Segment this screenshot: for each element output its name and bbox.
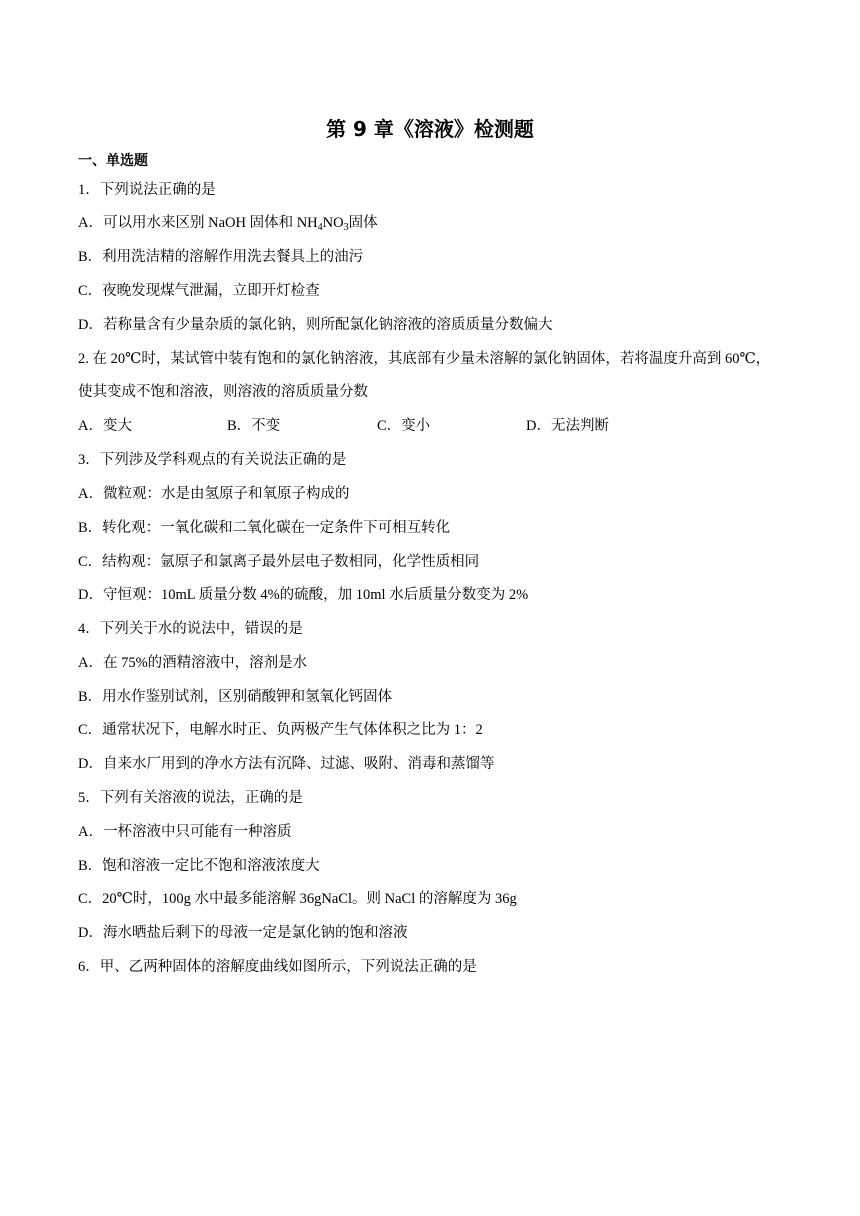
q6-stem: 6．甲、乙两种固体的溶解度曲线如图所示，下列说法正确的是 <box>78 959 477 975</box>
q4-option-c: C．通常状况下，电解水时正、负两极产生气体体积之比为 1：2 <box>78 722 483 738</box>
q5-option-b: B．饱和溶液一定比不饱和溶液浓度大 <box>78 858 320 874</box>
q3-stem: 3．下列涉及学科观点的有关说法正确的是 <box>78 452 347 468</box>
q2-option-a: A．变大 <box>78 418 132 434</box>
q1-option-d: D．若称量含有少量杂质的氯化钠，则所配氯化钠溶液的溶质质量分数偏大 <box>78 317 553 333</box>
section-heading: 一、单选题 <box>78 153 148 169</box>
q3-option-d: D．守恒观：10mL 质量分数 4%的硫酸，加 10ml 水后质量分数变为 2% <box>78 587 529 603</box>
q1-option-a-sub2: 3 <box>343 222 349 233</box>
q1-option-c: C．夜晚发现煤气泄漏，立即开灯检查 <box>78 283 320 299</box>
q1-option-a-post: 固体 <box>348 215 378 231</box>
q1-option-a-sub1: 4 <box>317 222 323 233</box>
q3-option-c: C．结构观：氩原子和氯离子最外层电子数相同，化学性质相同 <box>78 554 480 570</box>
q5-option-c: C．20℃时，100g 水中最多能溶解 36gNaCl。则 NaCl 的溶解度为 36g <box>78 891 517 907</box>
q4-option-a: A．在 75%的酒精溶液中，溶剂是水 <box>78 655 308 671</box>
q5-option-a: A．一杯溶液中只可能有一种溶质 <box>78 824 292 840</box>
q2-option-d: D．无法判断 <box>526 418 609 434</box>
q4-option-b: B．用水作鉴别试剂，区别硝酸钾和氢氧化钙固体 <box>78 689 393 705</box>
q2-stem-line2: 使其变成不饱和溶液，则溶液的溶质质量分数 <box>78 384 368 400</box>
q5-option-d: D．海水晒盐后剩下的母液一定是氯化钠的饱和溶液 <box>78 925 408 941</box>
q1-option-a-mid: NO <box>322 215 344 231</box>
q1-option-a-text: A．可以用水来区别 NaOH 固体和 NH <box>78 215 318 231</box>
page-title: 第 9 章《溶液》检测题 <box>326 117 534 141</box>
q3-option-b: B．转化观：一氧化碳和二氧化碳在一定条件下可相互转化 <box>78 520 451 536</box>
q1-option-a <box>78 213 378 235</box>
q1-option-b: B．利用洗洁精的溶解作用洗去餐具上的油污 <box>78 249 364 265</box>
q5-stem: 5．下列有关溶液的说法，正确的是 <box>78 790 303 806</box>
q2-option-c: C．变小 <box>377 418 431 434</box>
q2-stem-line1: 2. 在 20℃时，某试管中装有饱和的氯化钠溶液，其底部有少量未溶解的氯化钠固体，若将温度升高到 60℃， <box>78 351 771 367</box>
q3-option-a: A．微粒观：水是由氢原子和氧原子构成的 <box>78 486 350 502</box>
q1-stem: 1．下列说法正确的是 <box>78 182 216 198</box>
q4-option-d: D．自来水厂用到的净水方法有沉降、过滤、吸附、消毒和蒸馏等 <box>78 756 495 772</box>
q2-option-b: B．不变 <box>227 418 281 434</box>
q4-stem: 4．下列关于水的说法中，错误的是 <box>78 621 303 637</box>
